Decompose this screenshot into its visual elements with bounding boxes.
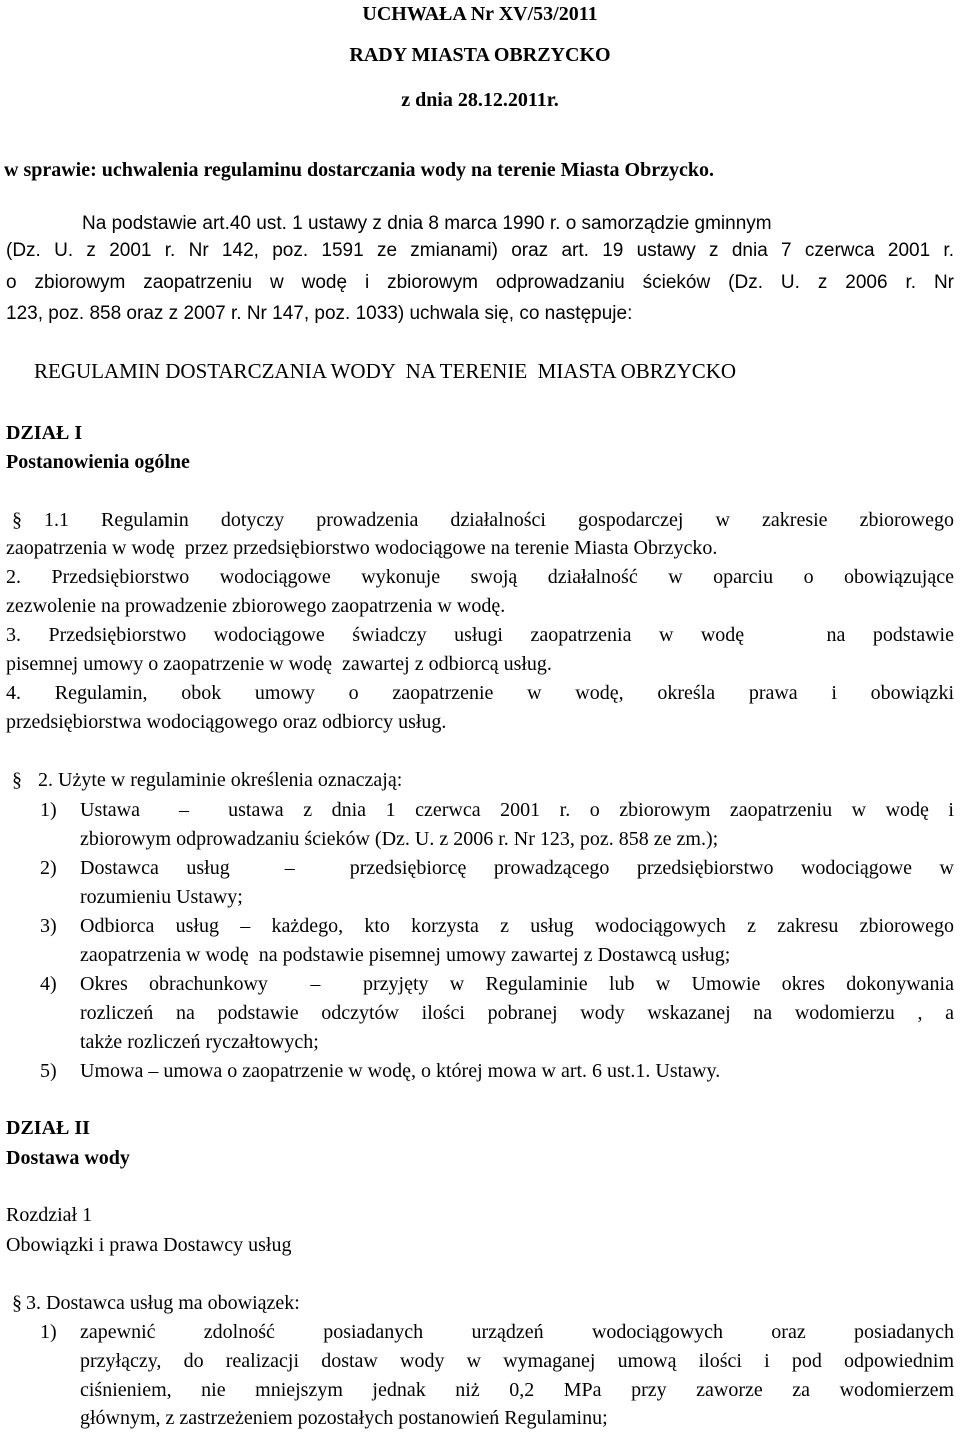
- list-number: 1): [40, 799, 57, 821]
- section-subheading: Dostawa wody: [6, 1147, 130, 1169]
- resolution-date: z dnia 28.12.2011r.: [401, 89, 559, 111]
- list-item-text: rozumieniu Ustawy;: [80, 886, 243, 908]
- list-item-text: Okres obrachunkowy – przyjęty w Regulaminie lub w Umowie okres dokonywania: [80, 973, 954, 995]
- list-number: 4): [40, 973, 57, 995]
- paragraph-mark: §: [12, 509, 22, 531]
- list-item-text: zapewnić zdolność posiadanych urządzeń wodociągowych oraz posiadanych: [80, 1321, 954, 1343]
- list-item-text: zbiorowym odprowadzaniu ścieków (Dz. U. z 2006 r. Nr 123, poz. 858 ze zm.);: [80, 828, 719, 850]
- resolution-title: UCHWAŁA Nr XV/53/2011: [362, 3, 598, 25]
- paragraph-text: 1.1 Regulamin dotyczy prowadzenia działalności gospodarczej w zakresie zbiorowego: [44, 509, 954, 531]
- list-number: 1): [40, 1321, 57, 1343]
- list-item-text: Ustawa – ustawa z dnia 1 czerwca 2001 r. o zbiorowym zaopatrzeniu w wodę i: [80, 799, 954, 821]
- list-item-text: głównym, z zastrzeżeniem pozostałych postanowień Regulaminu;: [80, 1407, 608, 1429]
- paragraph-text: pisemnej umowy o zaopatrzenie w wodę zawartej z odbiorcą usług.: [6, 653, 552, 675]
- paragraph-text: 2. Przedsiębiorstwo wodociągowe wykonuje swoją działalność w oparciu o obowiązujące: [6, 566, 954, 588]
- regulation-title: REGULAMIN DOSTARCZANIA WODY NA TERENIE MIASTA OBRZYCKO: [34, 359, 737, 383]
- obligations-intro: 3. Dostawca usług ma obowiązek:: [26, 1292, 300, 1314]
- paragraph-text: zaopatrzenia w wodę przez przedsiębiorstwo wodociągowe na terenie Miasta Obrzycko.: [6, 537, 718, 559]
- section-heading: DZIAŁ I: [6, 422, 83, 444]
- list-item-text: Dostawca usług – przedsiębiorcę prowadzącego przedsiębiorstwo wodociągowe w: [80, 857, 954, 879]
- preamble-line: o zbiorowym zaopatrzeniu w wodę i zbiorowym odprowadzaniu ścieków (Dz. U. z 2006 r. Nr: [6, 272, 954, 293]
- council-name: RADY MIASTA OBRZYCKO: [349, 44, 611, 66]
- list-item-text: Odbiorca usług – każdego, kto korzysta z usług wodociągowych z zakresu zbiorowego: [80, 915, 954, 937]
- chapter-number: Rozdział 1: [6, 1204, 93, 1226]
- list-item-text: ciśnieniem, nie mniejszym jednak niż 0,2 MPa przy zaworze za wodomierzem: [80, 1379, 954, 1401]
- preamble-line: 123, poz. 858 oraz z 2007 r. Nr 147, poz. 1033) uchwala się, co następuje:: [6, 303, 633, 324]
- section-heading: DZIAŁ II: [6, 1117, 90, 1139]
- list-number: 2): [40, 857, 57, 879]
- paragraph-text: przedsiębiorstwa wodociągowego oraz odbiorcy usług.: [6, 711, 447, 733]
- paragraph-text: 4. Regulamin, obok umowy o zaopatrzenie w wodę, określa prawa i obowiązki: [6, 682, 954, 704]
- preamble-line: (Dz. U. z 2001 r. Nr 142, poz. 1591 ze zmianami) oraz art. 19 ustawy z dnia 7 czerwca 2001 r.: [6, 240, 954, 261]
- list-item-text: Umowa – umowa o zaopatrzenie w wodę, o której mowa w art. 6 ust.1. Ustawy.: [80, 1060, 721, 1082]
- list-item-text: rozliczeń na podstawie odczytów ilości pobranej wody wskazanej na wodomierzu , a: [80, 1002, 954, 1024]
- paragraph-mark: §: [12, 769, 22, 791]
- list-item-text: zaopatrzenia w wodę na podstawie pisemnej umowy zawartej z Dostawcą usług;: [80, 944, 731, 966]
- resolution-subject: w sprawie: uchwalenia regulaminu dostarczania wody na terenie Miasta Obrzycko.: [4, 159, 714, 181]
- definitions-intro: 2. Użyte w regulaminie określenia oznaczają:: [38, 769, 403, 791]
- section-subheading: Postanowienia ogólne: [6, 451, 190, 473]
- paragraph-text: 3. Przedsiębiorstwo wodociągowe świadczy usługi zaopatrzenia w wodę na podstawie: [6, 624, 954, 646]
- preamble-line: Na podstawie art.40 ust. 1 ustawy z dnia 8 marca 1990 r. o samorządzie gminnym: [82, 213, 772, 234]
- chapter-title: Obowiązki i prawa Dostawcy usług: [6, 1234, 292, 1256]
- list-number: 3): [40, 915, 57, 937]
- paragraph-mark: §: [12, 1292, 22, 1314]
- list-number: 5): [40, 1060, 57, 1082]
- list-item-text: także rozliczeń ryczałtowych;: [80, 1031, 319, 1053]
- paragraph-text: zezwolenie na prowadzenie zbiorowego zaopatrzenia w wodę.: [6, 595, 506, 617]
- list-item-text: przyłączy, do realizacji dostaw wody w wymaganej umową ilości i pod odpowiednim: [80, 1350, 954, 1372]
